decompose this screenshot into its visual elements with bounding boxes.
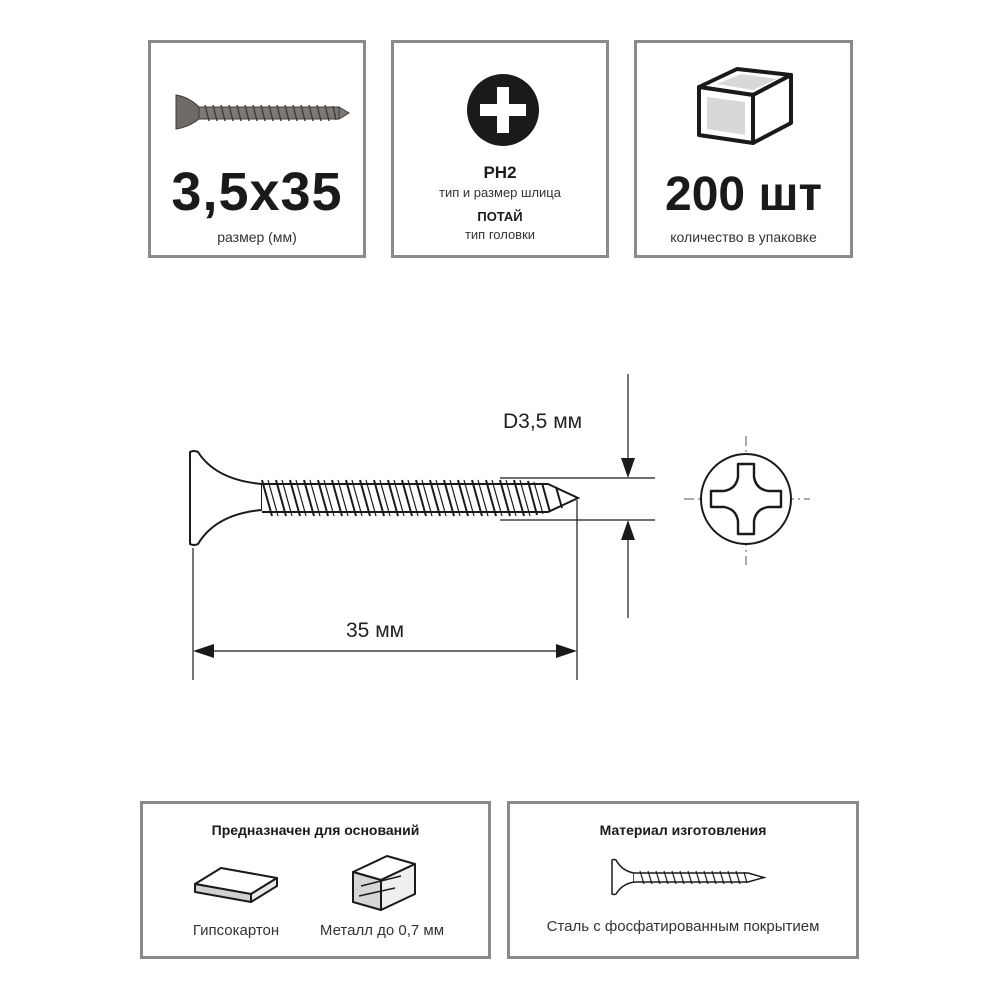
head-end-view bbox=[684, 436, 810, 565]
material-card bbox=[507, 801, 859, 959]
metal-profile-icon bbox=[343, 852, 423, 914]
size-value: 3,5х35 bbox=[171, 162, 343, 222]
pack-caption: количество в упаковке bbox=[670, 229, 817, 245]
screw-icon-material bbox=[608, 856, 768, 898]
pack-value: 200 шт bbox=[665, 168, 822, 221]
material-label: Сталь с фосфатированным покрытием bbox=[546, 918, 820, 935]
bases-card bbox=[140, 801, 491, 959]
base-label-drywall: Гипсокартон bbox=[192, 922, 280, 939]
drywall-board-icon bbox=[191, 862, 281, 906]
length-label: 35 мм bbox=[346, 619, 405, 642]
head-type-caption: тип головки bbox=[464, 227, 536, 242]
head-type: ПОТАЙ bbox=[477, 209, 523, 224]
slot-type-caption: тип и размер шлица bbox=[439, 185, 561, 200]
base-label-metal: Металл до 0,7 мм bbox=[319, 922, 445, 939]
size-caption: размер (мм) bbox=[217, 229, 297, 245]
material-title: Материал изготовления bbox=[599, 822, 767, 838]
diameter-label: D3,5 мм bbox=[503, 410, 583, 433]
slot-type: PH2 bbox=[483, 163, 517, 182]
bases-title: Предназначен для оснований bbox=[211, 822, 420, 838]
